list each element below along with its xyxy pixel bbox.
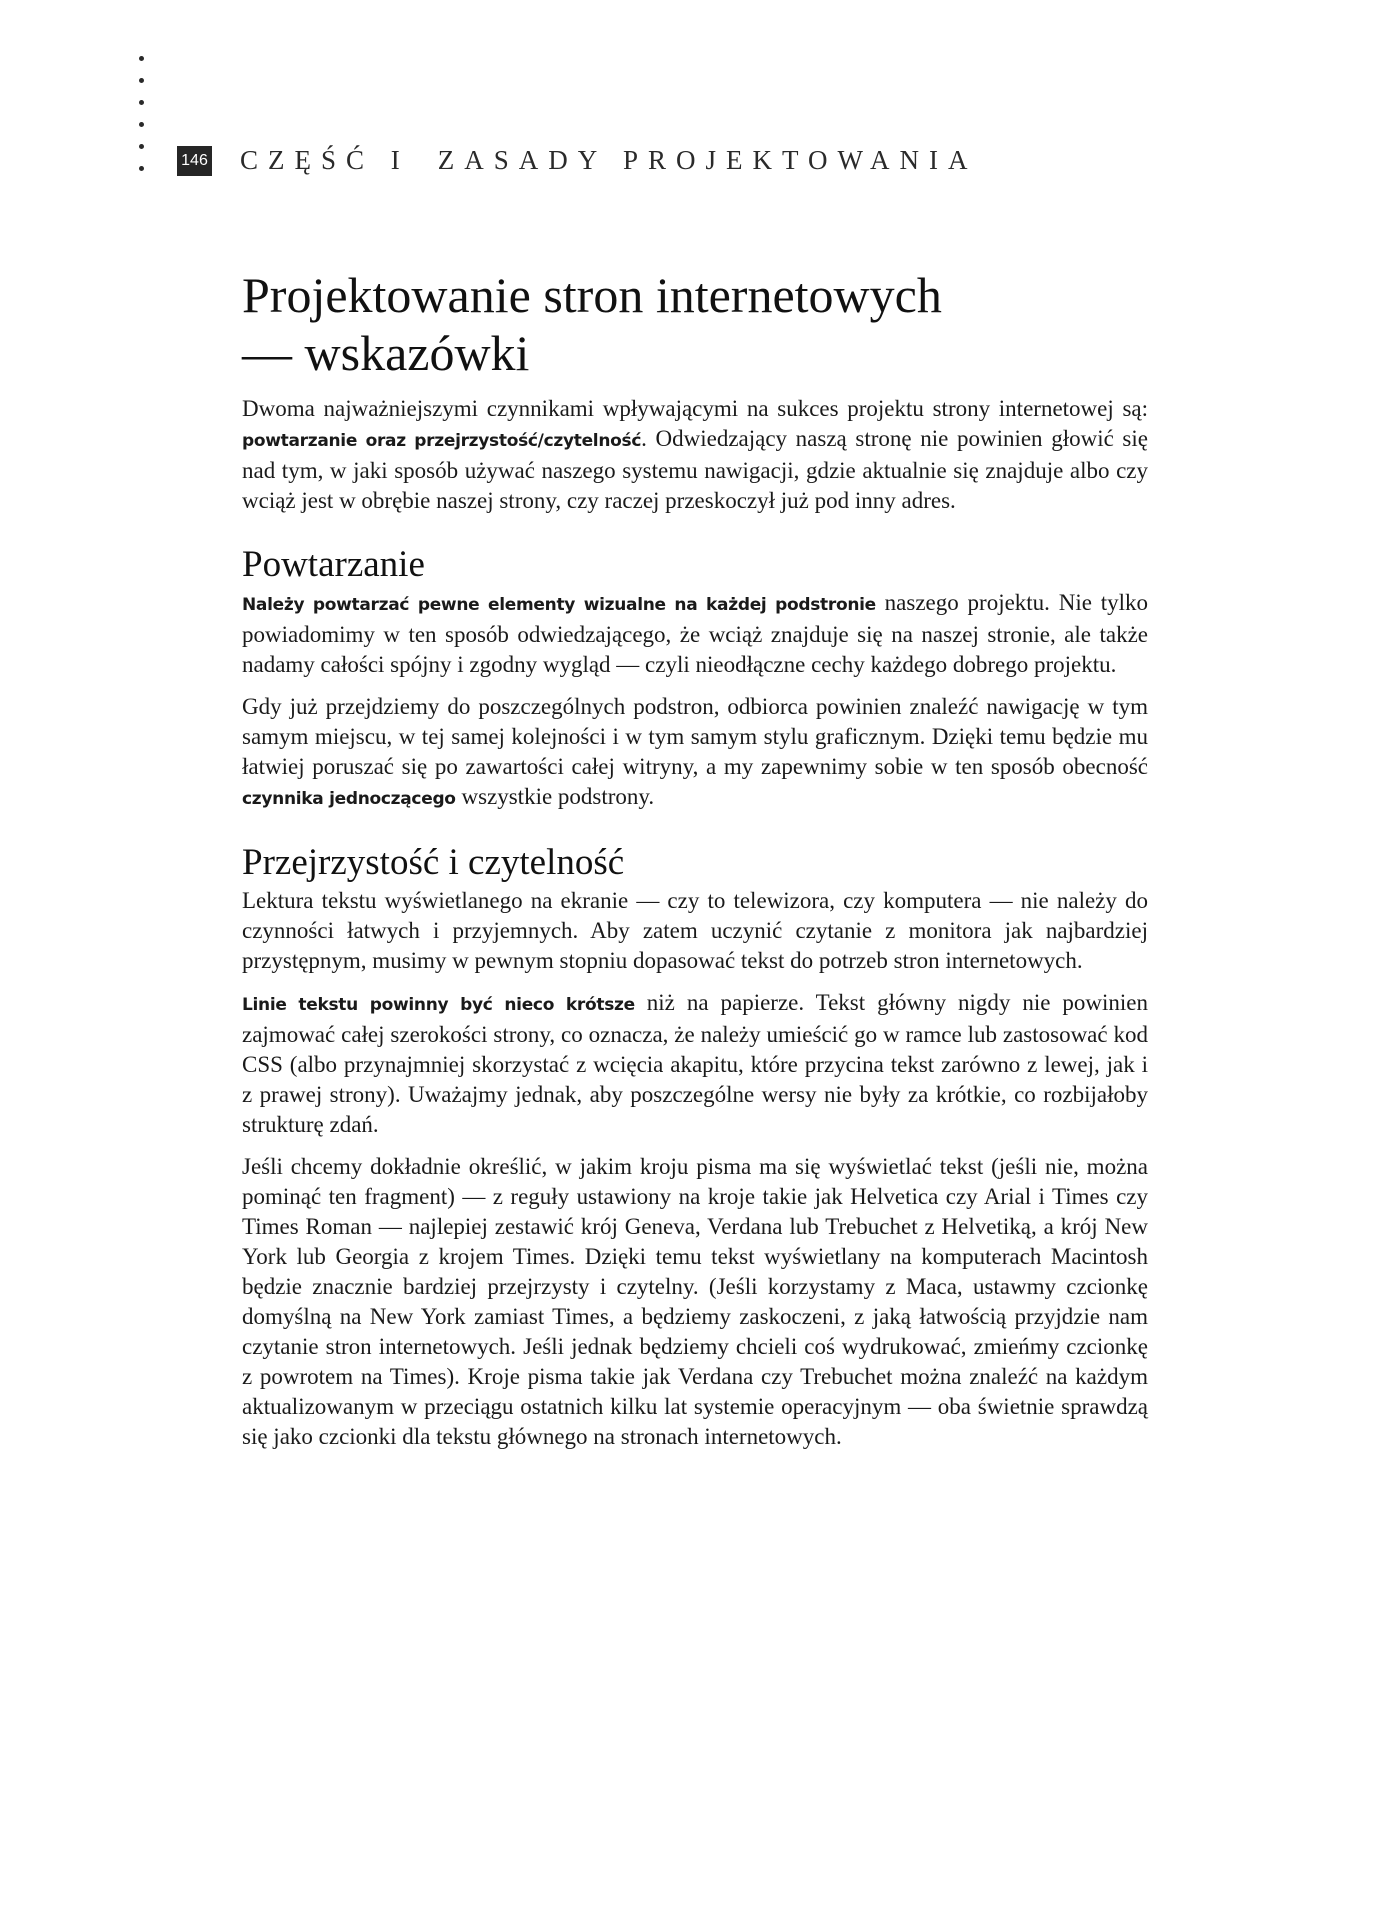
intro-highlight: powtarzanie oraz przejrzystość/czytelność [242,431,642,451]
powtarzanie-highlight: Należy powtarzać pewne elementy wizualne na każdej podstronie [242,595,876,615]
page-number: 146 [177,146,212,176]
title-line-1: Projektowanie stron internetowych [242,267,942,323]
intro-paragraph [242,394,1148,516]
powtarzanie-text-1: naszego projektu. Nie tylko powiadomimy w ten sposób odwiedzającego, że wciąż znajduje się na naszej stronie, ale także nadamy całości spójny i zgodny wygląd — czyli nieodłączne cechy każdego dobrego projektu. [242,590,1148,677]
powtarzanie-paragraph-1 [242,588,1148,680]
przejrzystosc-paragraph-1: Lektura tekstu wyświetlanego na ekranie — czy to telewizora, czy komputera — nie należy do czynności łatwych i przyjemnych. Aby zatem uczynić czytanie z monitora jak najbardziej przystępnym, musimy w pewnym stopniu dopasować tekst do potrzeb stron internetowych. [242,888,1148,973]
przejrzystosc-paragraph-3: Jeśli chcemy dokładnie określić, w jakim kroju pisma ma się wyświetlać tekst (jeśli nie, można pominąć ten fragment) — z reguły ustawiony na kroje takie jak Helvetica czy Arial i Times czy Times Roman — najlepiej zestawić krój Geneva, Verdana lub Trebuchet z Helvetiką, a krój New York lub Georgia z krojem Times. Dzięki temu tekst wyświetlany na komputerach Macintosh będzie znacznie bardziej przejrzysty i czytelny. (Jeśli korzystamy z Maca, ustawmy czcionkę domyślną na New York zamiast Times, a będziemy zaskoczeni, z jaką łatwością przyjdzie nam czytanie stron internetowych. Jeśli jednak będziemy chcieli coś wydrukować, zmieńmy czcionkę z powrotem na Times). Kroje pisma takie jak Verdana czy Trebuchet można znaleźć na każdym aktualizowanym w przeciągu ostatnich kilku lat systemie operacyjnym — oba świetnie sprawdzą się jako czcionki dla tekstu głównego na stronach internetowych. [242,1154,1148,1449]
section-heading-przejrzystosc: Przejrzystość i czytelność [242,842,625,883]
title-line-2: — wskazówki [242,325,530,381]
part-label: CZĘŚĆ I [240,145,410,175]
intro-text-2: . Odwiedzający naszą stronę nie powinien głowić się nad tym, w jaki sposób używać naszego systemu nawigacji, gdzie aktualnie się znajduje albo czy wciąż jest w obrębie naszej strony, czy raczej przeskoczył już pod inny adres. [242,426,1148,513]
przejrzystosc-paragraph-2 [242,988,1148,1140]
powtarzanie-paragraph-2 [242,692,1148,814]
margin-dots [139,56,145,188]
przejrzystosc-text-2: niż na papierze. Tekst główny nigdy nie powinien zajmować całej szerokości strony, co oznacza, że należy umieścić go w ramce lub zastosować kod CSS (albo przynajmniej skorzystać z wcięcia akapitu, które przycina tekst zarówno z lewej, jak i z prawej strony). Uważajmy jednak, aby poszczególne wersy nie były za krótkie, co rozbijałoby strukturę zdań. [242,990,1148,1137]
linie-highlight: Linie tekstu powinny być nieco krótsze [242,995,635,1015]
intro-text-1: Dwoma najważniejszymi czynnikami wpływającymi na sukces projektu strony internetowej są: [242,396,1148,421]
running-head [240,142,978,178]
section-label: ZASADY PROJEKTOWANIA [437,145,978,175]
article [242,266,1148,1464]
powtarzanie-text-2: Gdy już przejdziemy do poszczególnych podstron, odbiorca powinien znaleźć nawigację w tym samym miejscu, w tej samej kolejności i w tym samym stylu graficznym. Dzięki temu będzie mu łatwiej poruszać się po zawartości całej witryny, a my zapewnimy sobie w ten sposób obecność [242,694,1148,779]
section-heading-powtarzanie: Powtarzanie [242,544,425,585]
page-title [242,266,1148,382]
jednoczacy-highlight: czynnika jednoczącego [242,789,456,809]
powtarzanie-text-3: wszystkie podstrony. [455,784,655,809]
